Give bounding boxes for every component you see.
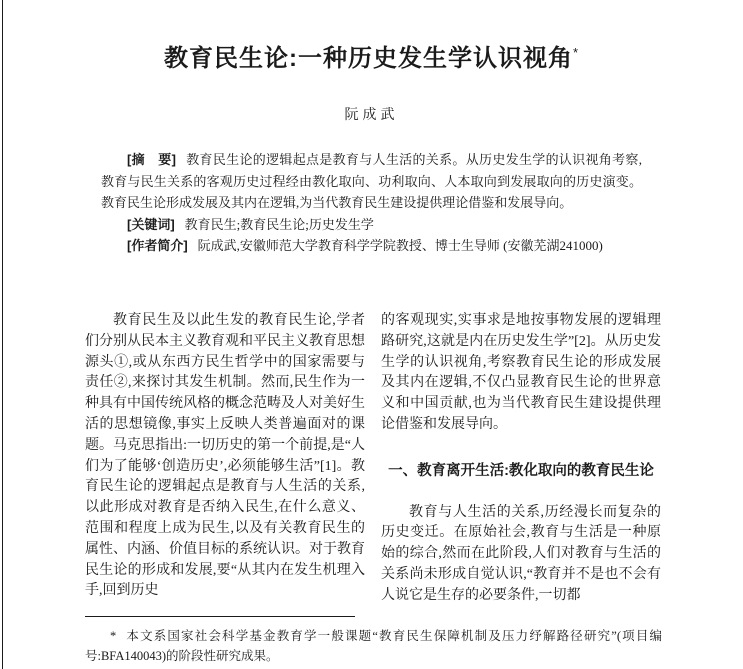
body-paragraph: 教育与人生活的关系,历经漫长而复杂的历史变迁。在原始社会,教育与生活是一种原始的综合,然而在此阶段,人们对教育与生活的关系尚未形成自觉认识,“教育并不是也不会有人说它是生存的必要条件,一切都 (381, 504, 661, 603)
keywords-text: 教育民生;教育民生论;历史发生学 (184, 216, 374, 232)
article-title-text: 教育民生论:一种历史发生学认识视角 (163, 45, 573, 72)
author-bio-text: 阮成武,安徽师范大学教育科学学院教授、博士生导师 (安徽芜湖241000) (197, 238, 603, 254)
abstract-label: [摘 要] (127, 152, 176, 167)
title-footnote-marker: * (572, 45, 580, 60)
keywords-label: [关键词] (127, 216, 175, 232)
footnote-text: 本文系国家社会科学基金教育学一般课题“教育民生保障机制及压力纾解路径研究”(项目编号:BFA140043)的阶段性研究成果。 (85, 629, 662, 663)
section-heading: 一、教育离开生活:教化取向的教育民生论 (388, 462, 654, 479)
footnote-marker: * (110, 629, 117, 643)
abstract-text: 教育民生论的逻辑起点是教育与人生活的关系。从历史发生学的认识视角考察,教育与民生关系的客观历史过程经由教化取向、功利取向、人本取向到发展取向的历史演变。教育民生论形成发展及其内在逻辑,为当代教育民生建设提供理论借鉴和发展导向。 (101, 152, 642, 211)
body-columns (85, 311, 661, 607)
right-column (381, 311, 661, 607)
author-bio-line (101, 235, 642, 257)
front-matter (101, 149, 642, 257)
body-paragraph-continuation: 的客观现实,实事求是地按事物发展的逻辑理路研究,这就是内在历史发生学”[2]。从历史发生学的认识视角,考察教育民生论的形成发展及其内在逻辑,不仅凸显教育民生论的世界意义和中国贡献,也为当代教育民生建设提供理论借鉴和发展导向。 (381, 313, 661, 432)
body-paragraph: 教育民生及以此生发的教育民生论,学者们分别从民本主义教育观和平民主义教育思想源头①,或从东西方民生哲学中的国家需要与责任②,来探讨其发生机制。然而,民生作为一种具有中国传统风格的概念范畴及人对美好生活的思想镜像,事实上反映人类普遍面对的课题。马克思指出:一切历史的第一个前提,是“人们为了能够‘创造历史’,必须能够生活”[1]。教育民生论的逻辑起点是教育与人生活的关系,以此形成对教育是否纳入民生,在什么意义、范围和程度上成为民生,以及有关教育民生的属性、内涵、价值目标的系统认识。对于教育民生论的形成和发展,要“从其内在发生机理入手,回到历史 (85, 313, 365, 599)
keywords-line (101, 214, 642, 236)
author-name: 阮成武 (344, 108, 399, 123)
page-left-edge-line (2, 0, 3, 669)
footnote-separator (85, 616, 355, 617)
footnote-text-line (85, 626, 662, 666)
article-title (0, 44, 743, 74)
author-bio-label: [作者简介] (127, 238, 188, 254)
abstract-paragraph (101, 149, 642, 214)
left-column (85, 311, 365, 607)
footnote-area (85, 616, 662, 666)
